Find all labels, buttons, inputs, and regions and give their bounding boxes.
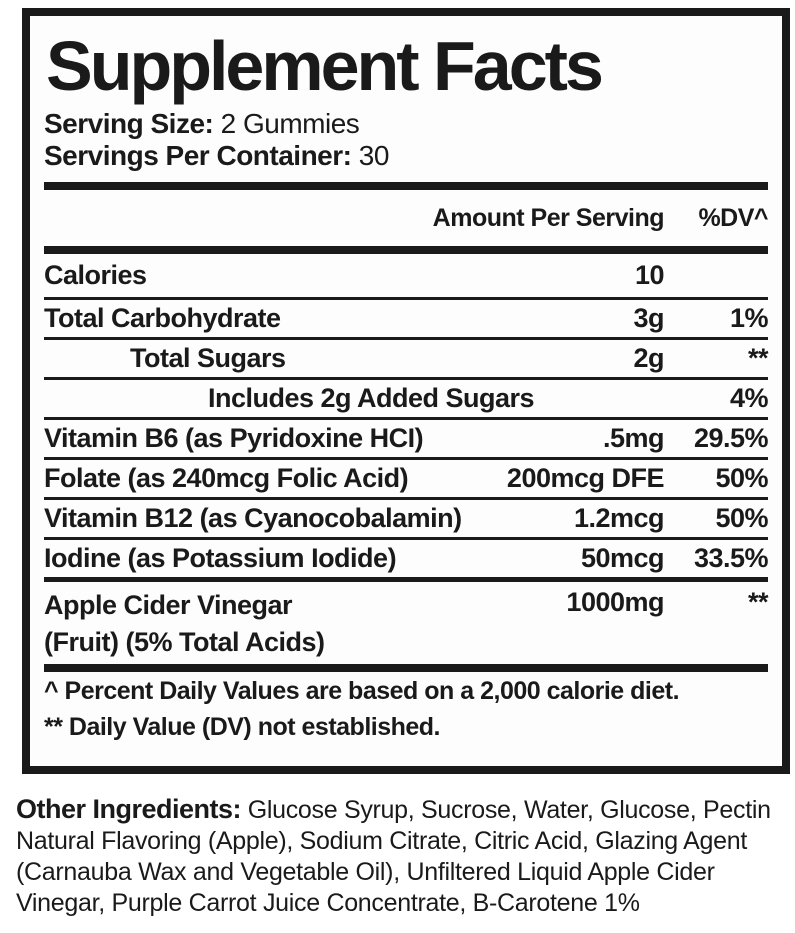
other-ingredients-text: Glucose Syrup, Sucrose, Water, Glucose, Pectin Natural Flavoring (Apple), Sodium Citrate, Citric Acid, Glazing Agent (Carnauba Wax and Vegetable Oil), Unfiltered Liquid Apple Cider Vinegar, Purple Carrot Juice Concentrate, B-Carotene 1% — [16, 796, 771, 918]
servings-per-container-line — [44, 140, 768, 172]
nutrient-name-line1: Apple Cider Vinegar — [44, 590, 293, 621]
nutrient-name: Total Sugars — [130, 343, 286, 374]
table-row-added-sugars — [44, 377, 768, 417]
table-row-apple-cider-vinegar — [44, 577, 768, 660]
nutrient-dv: 50% — [715, 503, 768, 534]
nutrient-amount: .5mg — [602, 423, 664, 454]
nutrient-amount: 3g — [633, 303, 664, 334]
nutrient-amount: 50mcg — [580, 543, 664, 574]
serving-size-label: Serving Size: — [44, 108, 214, 140]
nutrient-name: Iodine (as Potassium Iodide) — [44, 543, 397, 574]
table-row-total-sugars — [44, 337, 768, 377]
table-row-vitamin-b6 — [44, 417, 768, 457]
dv-column-header: %DV^ — [698, 203, 768, 232]
nutrient-dv: ** — [747, 343, 768, 374]
nutrient-dv: ** — [747, 587, 768, 618]
other-ingredients-label: Other Ingredients: — [16, 794, 242, 825]
nutrient-amount: 1.2mcg — [573, 503, 664, 534]
footnote-daily-values: ^ Percent Daily Values are based on a 2,000 calorie diet. — [44, 677, 680, 706]
nutrient-name: Vitamin B6 (as Pyridoxine HCI) — [44, 423, 424, 454]
servings-per-container-value: 30 — [358, 140, 389, 172]
divider-thick-header — [44, 246, 768, 254]
nutrient-amount: 200mcg DFE — [506, 463, 664, 494]
nutrient-amount: 1000mg — [566, 587, 664, 618]
servings-per-container-label: Servings Per Container: — [44, 140, 352, 172]
serving-size-value: 2 Gummies — [220, 108, 360, 140]
nutrient-dv: 29.5% — [693, 423, 768, 454]
nutrient-name — [44, 587, 325, 661]
nutrient-name: Total Carbohydrate — [44, 303, 281, 334]
column-header-row — [44, 190, 768, 246]
nutrient-name: Includes 2g Added Sugars — [208, 383, 535, 414]
amount-column-header: Amount Per Serving — [432, 203, 664, 232]
nutrient-dv: 50% — [715, 463, 768, 494]
nutrient-name-line2: (Fruit) (5% Total Acids) — [44, 627, 325, 658]
supplement-facts-panel — [22, 8, 790, 774]
panel-title: Supplement Facts — [46, 27, 601, 105]
nutrient-amount: 10 — [634, 260, 664, 291]
other-ingredients — [16, 794, 787, 919]
nutrient-dv: 1% — [729, 303, 768, 334]
nutrient-dv: 33.5% — [693, 543, 768, 574]
divider-thick-footnote — [44, 664, 768, 672]
table-row-folate — [44, 457, 768, 497]
nutrient-dv: 4% — [729, 383, 768, 414]
nutrient-name: Calories — [44, 260, 147, 291]
table-row-calories — [44, 254, 768, 297]
footnote-dv-not-established: ** Daily Value (DV) not established. — [44, 713, 441, 742]
serving-size-line — [44, 108, 768, 140]
table-row-iodine — [44, 537, 768, 577]
nutrient-name: Folate (as 240mcg Folic Acid) — [44, 463, 409, 494]
divider-thick-top — [44, 182, 768, 190]
nutrient-name: Vitamin B12 (as Cyanocobalamin) — [44, 503, 462, 534]
table-row-vitamin-b12 — [44, 497, 768, 537]
table-row-total-carbohydrate — [44, 297, 768, 337]
nutrient-amount: 2g — [633, 343, 664, 374]
